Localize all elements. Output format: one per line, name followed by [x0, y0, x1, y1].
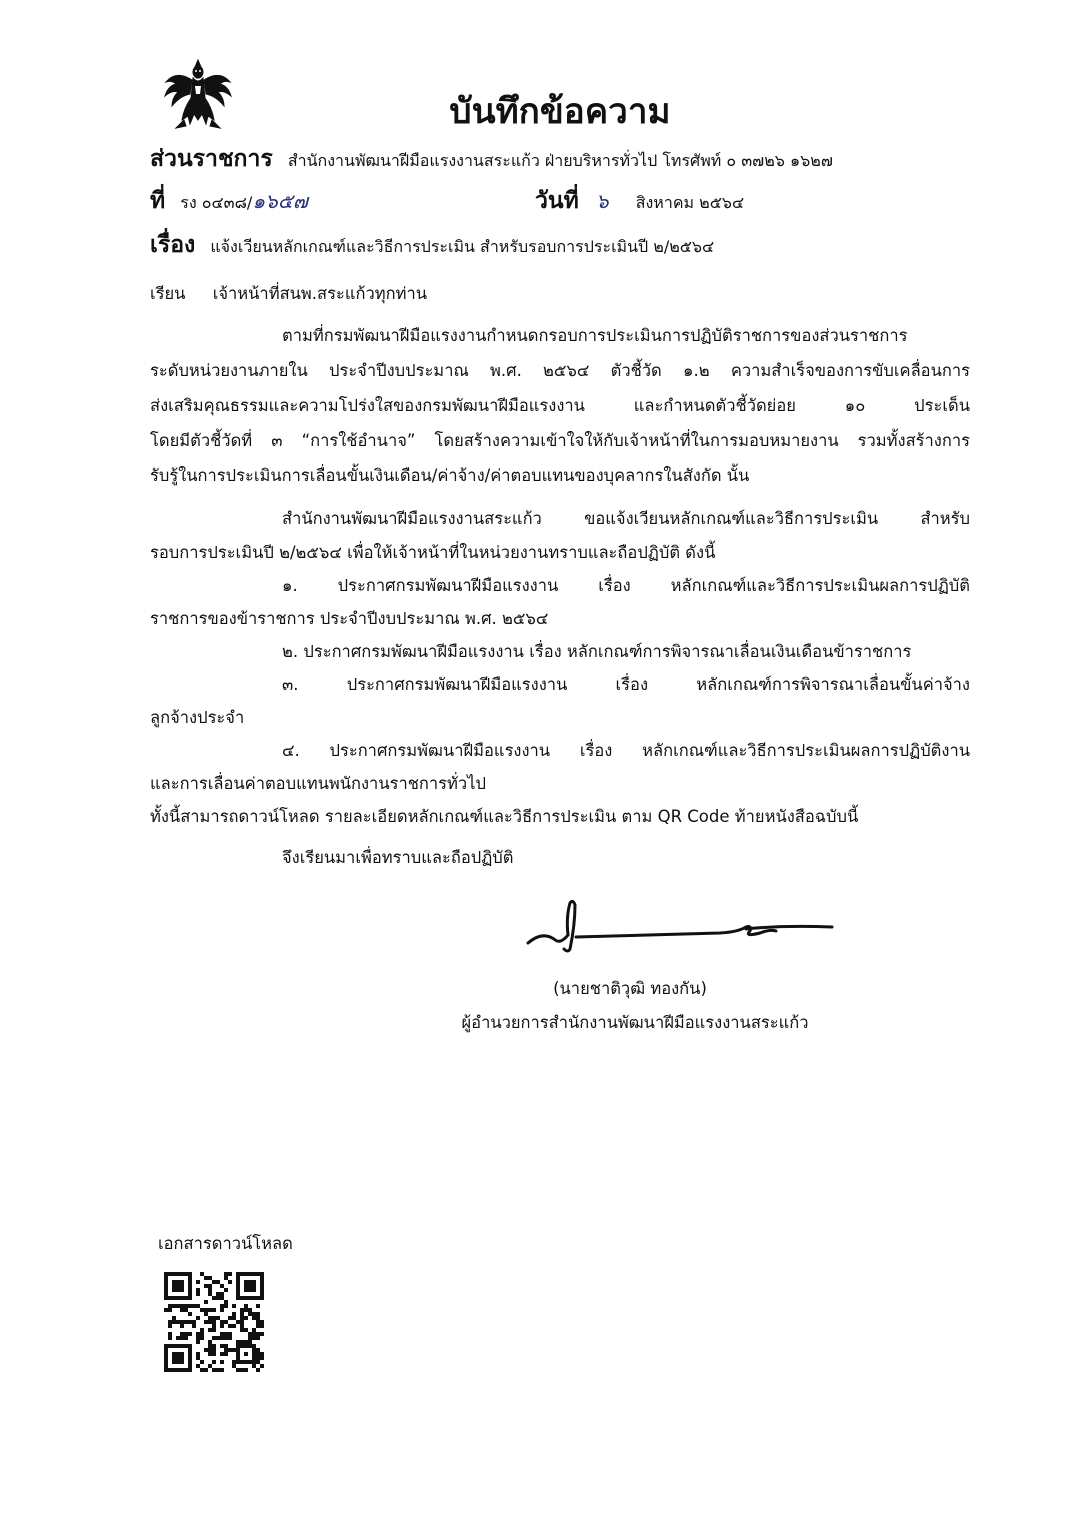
attachment-label: เอกสารดาวน์โหลด	[158, 1234, 293, 1253]
subject-label: เรื่อง	[150, 232, 196, 258]
agency-label: ส่วนราชการ	[150, 146, 273, 172]
reference-row	[150, 183, 308, 219]
signatory-name: (นายชาติวุฒิ ทองกัน)	[553, 979, 707, 998]
paragraph-2-line-1: สำนักงานพัฒนาฝีมือแรงงานสระแก้ว ขอแจ้งเวียนหลักเกณฑ์และวิธีการประเมิน สำหรับ	[282, 509, 970, 528]
list-item-4-line-1: ๔. ประกาศกรมพัฒนาฝีมือแรงงาน เรื่อง หลักเกณฑ์และวิธีการประเมินผลการปฏิบัติงาน	[282, 741, 970, 760]
salutation-label: เรียน	[150, 284, 186, 303]
list-item-1-line-2: ราชการของข้าราชการ ประจำปีงบประมาณ พ.ศ. ๒๕๖๔	[150, 609, 549, 628]
reference-printed: รง ๐๔๓๘/	[180, 193, 253, 212]
subject-value: แจ้งเวียนหลักเกณฑ์และวิธีการประเมิน สำหรับรอบการประเมินปี ๒/๒๕๖๔	[210, 237, 715, 256]
salutation-value: เจ้าหน้าที่สนพ.สระแก้วทุกท่าน	[212, 284, 428, 303]
reference-handwritten-number: ๑๖๕๗	[252, 189, 308, 213]
paragraph-1-line-1: ตามที่กรมพัฒนาฝีมือแรงงานกำหนดกรอบการประเมินการปฏิบัติราชการของส่วนราชการ	[282, 326, 908, 345]
agency-row	[150, 141, 833, 177]
signatory-position: ผู้อำนวยการสำนักงานพัฒนาฝีมือแรงงานสระแก้ว	[461, 1013, 809, 1032]
download-note: ทั้งนี้สามารถดาวน์โหลด รายละเอียดหลักเกณฑ์และวิธีการประเมิน ตาม QR Code ท้ายหนังสือฉบับนี้	[150, 807, 859, 826]
closing-line: จึงเรียนมาเพื่อทราบและถือปฏิบัติ	[282, 848, 514, 867]
date-label: วันที่	[535, 188, 579, 214]
handwritten-signature	[520, 895, 840, 955]
list-item-4-line-2: และการเลื่อนค่าตอบแทนพนักงานราชการทั่วไป	[150, 774, 486, 793]
date-month-year: สิงหาคม ๒๕๖๔	[635, 193, 745, 212]
list-item-2: ๒. ประกาศกรมพัฒนาฝีมือแรงงาน เรื่อง หลักเกณฑ์การพิจารณาเลื่อนเงินเดือนข้าราชการ	[282, 642, 912, 661]
subject-row	[150, 227, 714, 263]
list-item-3-line-2: ลูกจ้างประจำ	[150, 708, 245, 727]
list-item-3-line-1: ๓. ประกาศกรมพัฒนาฝีมือแรงงาน เรื่อง หลักเกณฑ์การพิจารณาเลื่อนขั้นค่าจ้าง	[282, 675, 970, 694]
qr-code-icon[interactable]	[164, 1272, 264, 1372]
paragraph-1-line-3: ส่งเสริมคุณธรรมและความโปร่งใสของกรมพัฒนาฝีมือแรงงาน และกำหนดตัวชี้วัดย่อย ๑๐ ประเด็น	[150, 396, 970, 415]
agency-value: สำนักงานพัฒนาฝีมือแรงงานสระแก้ว ฝ่ายบริหารทั่วไป โทรศัพท์ ๐ ๓๗๒๖ ๑๖๒๗	[287, 151, 833, 170]
memo-title: บันทึกข้อความ	[449, 92, 671, 132]
reference-label: ที่	[150, 188, 166, 214]
date-row	[535, 183, 744, 219]
paragraph-2-line-2: รอบการประเมินปี ๒/๒๕๖๔ เพื่อให้เจ้าหน้าที่ในหน่วยงานทราบและถือปฏิบัติ ดังนี้	[150, 543, 716, 562]
date-day-handwritten: ๖	[595, 189, 609, 213]
salutation-row	[150, 281, 427, 307]
paragraph-1-line-4: โดยมีตัวชี้วัดที่ ๓ “การใช้อำนาจ” โดยสร้างความเข้าใจให้กับเจ้าหน้าที่ในการมอบหมายงาน รวมทั้งสร้างการ	[150, 431, 970, 450]
paragraph-1-line-2: ระดับหน่วยงานภายใน ประจำปีงบประมาณ พ.ศ. ๒๕๖๔ ตัวชี้วัด ๑.๒ ความสำเร็จของการขับเคลื่อนการ	[150, 361, 970, 380]
list-item-1-line-1: ๑. ประกาศกรมพัฒนาฝีมือแรงงาน เรื่อง หลักเกณฑ์และวิธีการประเมินผลการปฏิบัติ	[282, 576, 970, 595]
paragraph-1-line-5: รับรู้ในการประเมินการเลื่อนขั้นเงินเดือน/ค่าจ้าง/ค่าตอบแทนของบุคลากรในสังกัด นั้น	[150, 466, 750, 485]
